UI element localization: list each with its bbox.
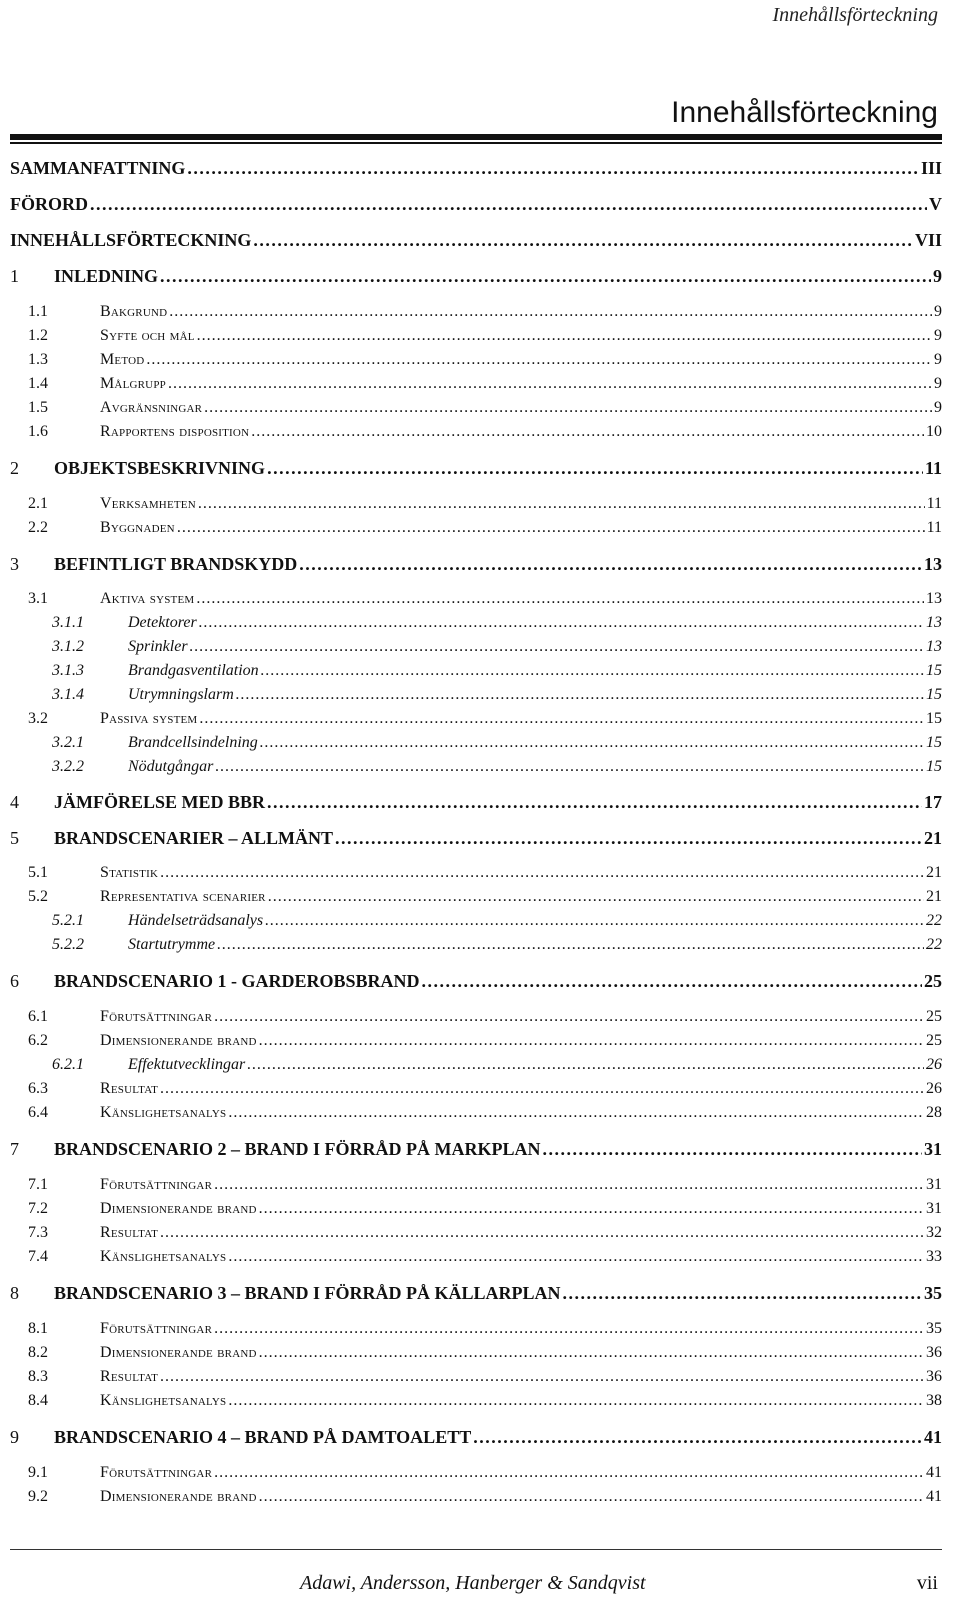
toc-entry-number: 2 [10, 458, 19, 478]
toc-entry-number: 6.3 [28, 1080, 48, 1097]
toc-leader-dots [299, 554, 922, 575]
toc-entry-page: 15 [926, 734, 942, 751]
toc-entry-number: 5.1 [28, 864, 48, 881]
toc-entry-page: 11 [926, 519, 942, 536]
toc-entry-title: Byggnaden [100, 519, 175, 536]
toc-entry-page: 25 [926, 1032, 942, 1049]
toc-entry[interactable] [10, 1283, 942, 1304]
toc-entry-title: Dimensionerande brand [100, 1200, 257, 1217]
toc-entry-title: OBJEKTSBESKRIVNING [54, 458, 266, 478]
toc-leader-dots [251, 423, 924, 441]
toc-entry-page: VII [914, 230, 942, 250]
toc-entry-title: Avgränsningar [100, 399, 203, 416]
toc-entry-page: 41 [926, 1464, 942, 1481]
toc-leader-dots [236, 686, 924, 704]
toc-entry-title: Verksamheten [100, 495, 196, 512]
toc-leader-dots [160, 1368, 924, 1386]
toc-leader-dots [160, 1224, 924, 1242]
running-header: Innehållsförteckning [772, 4, 938, 26]
toc-leader-dots [228, 1104, 924, 1122]
toc-entry-title: Känslighetsanalys [100, 1248, 227, 1265]
toc-entry[interactable] [10, 734, 942, 752]
toc-entry-page: 35 [924, 1283, 942, 1303]
toc-entry-page: 26 [926, 1056, 942, 1073]
toc-leader-dots [259, 1200, 924, 1218]
toc-entry-number: 6.4 [28, 1104, 48, 1121]
toc-leader-dots [214, 1464, 924, 1482]
toc-entry-number: 3.1.2 [52, 638, 84, 655]
toc-entry-page: 15 [926, 662, 942, 679]
toc-entry-title: Startutrymme [128, 936, 216, 953]
toc-leader-dots [90, 194, 927, 215]
toc-entry-title: Förutsättningar [100, 1176, 213, 1193]
toc-entry-page: 21 [926, 888, 942, 905]
toc-leader-dots [267, 458, 923, 479]
toc-entry[interactable] [10, 1139, 942, 1160]
toc-entry[interactable] [10, 614, 942, 632]
toc-entry-page: 9 [934, 375, 942, 392]
title-rule-thick [10, 134, 942, 140]
toc-entry-number: 3.2.2 [52, 758, 84, 775]
toc-entry-page: 9 [933, 266, 942, 286]
toc-leader-dots [259, 1488, 924, 1506]
toc-entry-title: INNEHÅLLSFÖRTECKNING [10, 230, 252, 250]
toc-entry-page: 33 [926, 1248, 942, 1265]
toc-entry[interactable] [10, 399, 942, 417]
toc-entry-title: Resultat [100, 1368, 159, 1385]
footer-rule [10, 1549, 942, 1550]
toc-entry[interactable] [10, 638, 942, 656]
toc-entry[interactable] [10, 936, 942, 954]
toc-entry[interactable] [10, 912, 942, 930]
footer-authors: Adawi, Andersson, Hanberger & Sandqvist [300, 1572, 646, 1594]
toc-entry-number: 9.1 [28, 1464, 48, 1481]
toc-entry[interactable] [10, 971, 942, 992]
toc-entry[interactable] [10, 710, 942, 728]
toc-entry-page: 21 [926, 864, 942, 881]
toc-entry-page: III [920, 158, 942, 178]
toc-leader-dots [473, 1427, 922, 1448]
toc-entry-page: 13 [926, 614, 942, 631]
toc-entry-number: 1.4 [28, 375, 48, 392]
toc-entry-page: 26 [926, 1080, 942, 1097]
toc-entry-title: Nödutgångar [128, 758, 214, 775]
toc-entry[interactable] [10, 158, 942, 179]
toc-entry-title: Syfte och mål [100, 327, 195, 344]
toc-entry-page: 22 [926, 936, 942, 953]
toc-entry[interactable] [10, 230, 942, 251]
toc-entry-number: 6.2 [28, 1032, 48, 1049]
toc-entry-page: 15 [926, 758, 942, 775]
toc-entry[interactable] [10, 1080, 942, 1098]
toc-entry-title: Händelseträdsanalys [128, 912, 264, 929]
toc-entry-page: 28 [926, 1104, 942, 1121]
toc-entry-title: Dimensionerande brand [100, 1344, 257, 1361]
toc-entry-page: 31 [924, 1139, 942, 1159]
toc-entry-number: 5.2.2 [52, 936, 84, 953]
toc-entry-number: 7.3 [28, 1224, 48, 1241]
toc-entry[interactable] [10, 327, 942, 345]
toc-entry-page: 11 [926, 495, 942, 512]
toc-leader-dots [543, 1139, 922, 1160]
toc-entry[interactable] [10, 1224, 942, 1242]
toc-entry-page: 13 [926, 590, 942, 607]
toc-entry[interactable] [10, 423, 942, 441]
toc-entry-number: 8.1 [28, 1320, 48, 1337]
toc-entry[interactable] [10, 590, 942, 608]
toc-entry[interactable] [10, 662, 942, 680]
toc-entry-page: 10 [926, 423, 942, 440]
toc-leader-dots [187, 158, 919, 179]
toc-entry-page: 9 [934, 327, 942, 344]
toc-leader-dots [214, 1320, 924, 1338]
toc-entry-page: 41 [924, 1427, 942, 1447]
toc-entry-title: Känslighetsanalys [100, 1392, 227, 1409]
toc-entry-page: 13 [926, 638, 942, 655]
toc-entry-page: 11 [924, 458, 942, 478]
toc-leader-dots [160, 266, 931, 287]
toc-leader-dots [204, 399, 932, 417]
toc-entry[interactable] [10, 758, 942, 776]
toc-entry-page: 22 [926, 912, 942, 929]
toc-entry-title: Resultat [100, 1080, 159, 1097]
toc-entry-page: 35 [926, 1320, 942, 1337]
toc-entry-number: 7.4 [28, 1248, 48, 1265]
toc-entry-title: Förutsättningar [100, 1008, 213, 1025]
toc-entry-title: Sprinkler [128, 638, 188, 655]
toc-entry-title: BRANDSCENARIO 2 – BRAND I FÖRRÅD PÅ MARKPLAN [54, 1139, 541, 1159]
toc-entry-title: Dimensionerande brand [100, 1032, 257, 1049]
toc-leader-dots [260, 734, 924, 752]
toc-entry[interactable] [10, 554, 942, 575]
toc-entry-page: 15 [926, 710, 942, 727]
toc-entry[interactable] [10, 686, 942, 704]
toc-entry-page: 31 [926, 1176, 942, 1193]
toc-entry[interactable] [10, 828, 942, 849]
toc-entry[interactable] [10, 375, 942, 393]
page-title: Innehållsförteckning [671, 96, 938, 129]
toc-entry-number: 8.4 [28, 1392, 48, 1409]
toc-entry-number: 5 [10, 828, 19, 848]
toc-entry-number: 4 [10, 792, 19, 812]
toc-entry-page: 21 [924, 828, 942, 848]
toc-leader-dots [199, 614, 924, 632]
toc-entry-title: INLEDNING [54, 266, 159, 286]
toc-entry-page: 17 [924, 792, 942, 812]
toc-leader-dots [196, 590, 924, 608]
toc-entry-number: 6.2.1 [52, 1056, 84, 1073]
toc-entry-number: 5.2.1 [52, 912, 84, 929]
toc-entry[interactable] [10, 1200, 942, 1218]
title-rule-thin [10, 142, 942, 144]
toc-entry[interactable] [10, 1008, 942, 1026]
toc-entry-title: BRANDSCENARIO 4 – BRAND PÅ DAMTOALETT [54, 1427, 472, 1447]
footer-page-number: vii [916, 1572, 938, 1594]
toc-entry-title: Brandgasventilation [128, 662, 259, 679]
toc-entry-title: Passiva system [100, 710, 198, 727]
toc-entry-page: 31 [926, 1200, 942, 1217]
toc-leader-dots [214, 1176, 924, 1194]
toc-entry-number: 3.2.1 [52, 734, 84, 751]
toc-entry-title: JÄMFÖRELSE MED BBR [54, 792, 266, 812]
toc-leader-dots [247, 1056, 924, 1074]
toc-entry-page: 32 [926, 1224, 942, 1241]
toc-entry-title: Aktiva system [100, 590, 195, 607]
toc-entry-title: SAMMANFATTNING [10, 158, 186, 178]
toc-leader-dots [146, 351, 932, 369]
toc-entry[interactable] [10, 495, 942, 513]
toc-entry[interactable] [10, 303, 942, 321]
toc-entry-number: 1.5 [28, 399, 48, 416]
toc-entry[interactable] [10, 864, 942, 882]
toc-leader-dots [214, 1008, 924, 1026]
toc-entry-number: 6.1 [28, 1008, 48, 1025]
toc-entry-number: 9 [10, 1427, 19, 1447]
toc-leader-dots [169, 303, 932, 321]
toc-leader-dots [177, 519, 925, 537]
toc-entry-number: 2.2 [28, 519, 48, 536]
toc-leader-dots [335, 828, 922, 849]
toc-leader-dots [261, 662, 924, 680]
toc-entry-page: 25 [926, 1008, 942, 1025]
toc-entry-page: 9 [934, 399, 942, 416]
toc-entry-number: 3.2 [28, 710, 48, 727]
toc-entry-title: Förutsättningar [100, 1464, 213, 1481]
toc-entry-title: BRANDSCENARIO 3 – BRAND I FÖRRÅD PÅ KÄLLARPLAN [54, 1283, 561, 1303]
toc-entry[interactable] [10, 1344, 942, 1362]
toc-leader-dots [228, 1248, 924, 1266]
toc-entry[interactable] [10, 1032, 942, 1050]
toc-leader-dots [563, 1283, 922, 1304]
toc-entry-number: 1.3 [28, 351, 48, 368]
toc-entry[interactable] [10, 1176, 942, 1194]
toc-entry-page: 15 [926, 686, 942, 703]
toc-leader-dots [228, 1392, 924, 1410]
toc-entry[interactable] [10, 1248, 942, 1266]
toc-entry[interactable] [10, 1427, 942, 1448]
toc-entry-page: 25 [924, 971, 942, 991]
toc-entry[interactable] [10, 1056, 942, 1074]
toc-leader-dots [215, 758, 924, 776]
toc-entry-page: 38 [926, 1392, 942, 1409]
toc-leader-dots [217, 936, 924, 954]
toc-entry-number: 3.1.1 [52, 614, 84, 631]
toc-entry-number: 1.1 [28, 303, 48, 320]
toc-entry-number: 3.1.4 [52, 686, 84, 703]
toc-entry-number: 6 [10, 971, 19, 991]
toc-entry-title: Målgrupp [100, 375, 166, 392]
toc-entry-number: 3.1.3 [52, 662, 84, 679]
toc-entry-title: Statistik [100, 864, 159, 881]
toc-entry[interactable] [10, 888, 942, 906]
toc-entry-title: Detektorer [128, 614, 197, 631]
toc-entry-title: Metod [100, 351, 145, 368]
toc-entry-number: 1 [10, 266, 19, 286]
toc-entry-title: BRANDSCENARIER – ALLMÄNT [54, 828, 334, 848]
toc-entry-title: Dimensionerande brand [100, 1488, 257, 1505]
toc-leader-dots [267, 792, 922, 813]
toc-entry-title: Bakgrund [100, 303, 168, 320]
toc-entry-number: 7.2 [28, 1200, 48, 1217]
toc-leader-dots [199, 710, 924, 728]
toc-entry-number: 1.6 [28, 423, 48, 440]
toc-entry[interactable] [10, 266, 942, 287]
toc-entry-title: Effektutvecklingar [128, 1056, 246, 1073]
toc-entry-number: 8 [10, 1283, 19, 1303]
toc-entry[interactable] [10, 792, 942, 813]
toc-leader-dots [160, 864, 924, 882]
toc-entry-title: BRANDSCENARIO 1 - GARDEROBSBRAND [54, 971, 420, 991]
toc-leader-dots [265, 912, 924, 930]
toc-entry-page: 13 [924, 554, 942, 574]
toc-entry-number: 3 [10, 554, 19, 574]
toc-entry-page: V [929, 194, 942, 214]
toc-entry[interactable] [10, 1488, 942, 1506]
toc-entry-title: FÖRORD [10, 194, 88, 214]
toc-entry-page: 9 [934, 351, 942, 368]
toc-leader-dots [160, 1080, 924, 1098]
toc-leader-dots [168, 375, 932, 393]
toc-entry-number: 7 [10, 1139, 19, 1159]
toc-entry[interactable] [10, 1392, 942, 1410]
toc-entry-number: 8.2 [28, 1344, 48, 1361]
toc-entry-page: 41 [926, 1488, 942, 1505]
toc-entry[interactable] [10, 1464, 942, 1482]
toc-entry-title: Rapportens disposition [100, 423, 250, 440]
toc-entry[interactable] [10, 1368, 942, 1386]
toc-entry-title: Representativa scenarier [100, 888, 266, 905]
toc-entry-number: 9.2 [28, 1488, 48, 1505]
toc-entry[interactable] [10, 1320, 942, 1338]
toc-entry-title: Känslighetsanalys [100, 1104, 227, 1121]
toc-entry[interactable] [10, 519, 942, 537]
toc-entry[interactable] [10, 194, 942, 215]
toc-leader-dots [190, 638, 924, 656]
toc-entry-number: 5.2 [28, 888, 48, 905]
toc-entry-page: 36 [926, 1344, 942, 1361]
toc-entry[interactable] [10, 351, 942, 369]
toc-entry-page: 9 [934, 303, 942, 320]
toc-entry-number: 2.1 [28, 495, 48, 512]
toc-leader-dots [268, 888, 924, 906]
toc-entry-number: 8.3 [28, 1368, 48, 1385]
toc-leader-dots [198, 495, 925, 513]
toc-entry-page: 36 [926, 1368, 942, 1385]
toc-entry-number: 7.1 [28, 1176, 48, 1193]
toc-leader-dots [253, 230, 913, 251]
toc-leader-dots [259, 1344, 924, 1362]
toc-entry-number: 1.2 [28, 327, 48, 344]
toc-entry[interactable] [10, 458, 942, 479]
toc-leader-dots [197, 327, 932, 345]
toc-entry-title: Utrymningslarm [128, 686, 234, 703]
toc-entry[interactable] [10, 1104, 942, 1122]
toc-entry-title: BEFINTLIGT BRANDSKYDD [54, 554, 298, 574]
toc-entry-title: Resultat [100, 1224, 159, 1241]
toc-entry-title: Förutsättningar [100, 1320, 213, 1337]
toc-leader-dots [422, 971, 922, 992]
toc-entry-title: Brandcellsindelning [128, 734, 258, 751]
toc-entry-number: 3.1 [28, 590, 48, 607]
toc-leader-dots [259, 1032, 924, 1050]
